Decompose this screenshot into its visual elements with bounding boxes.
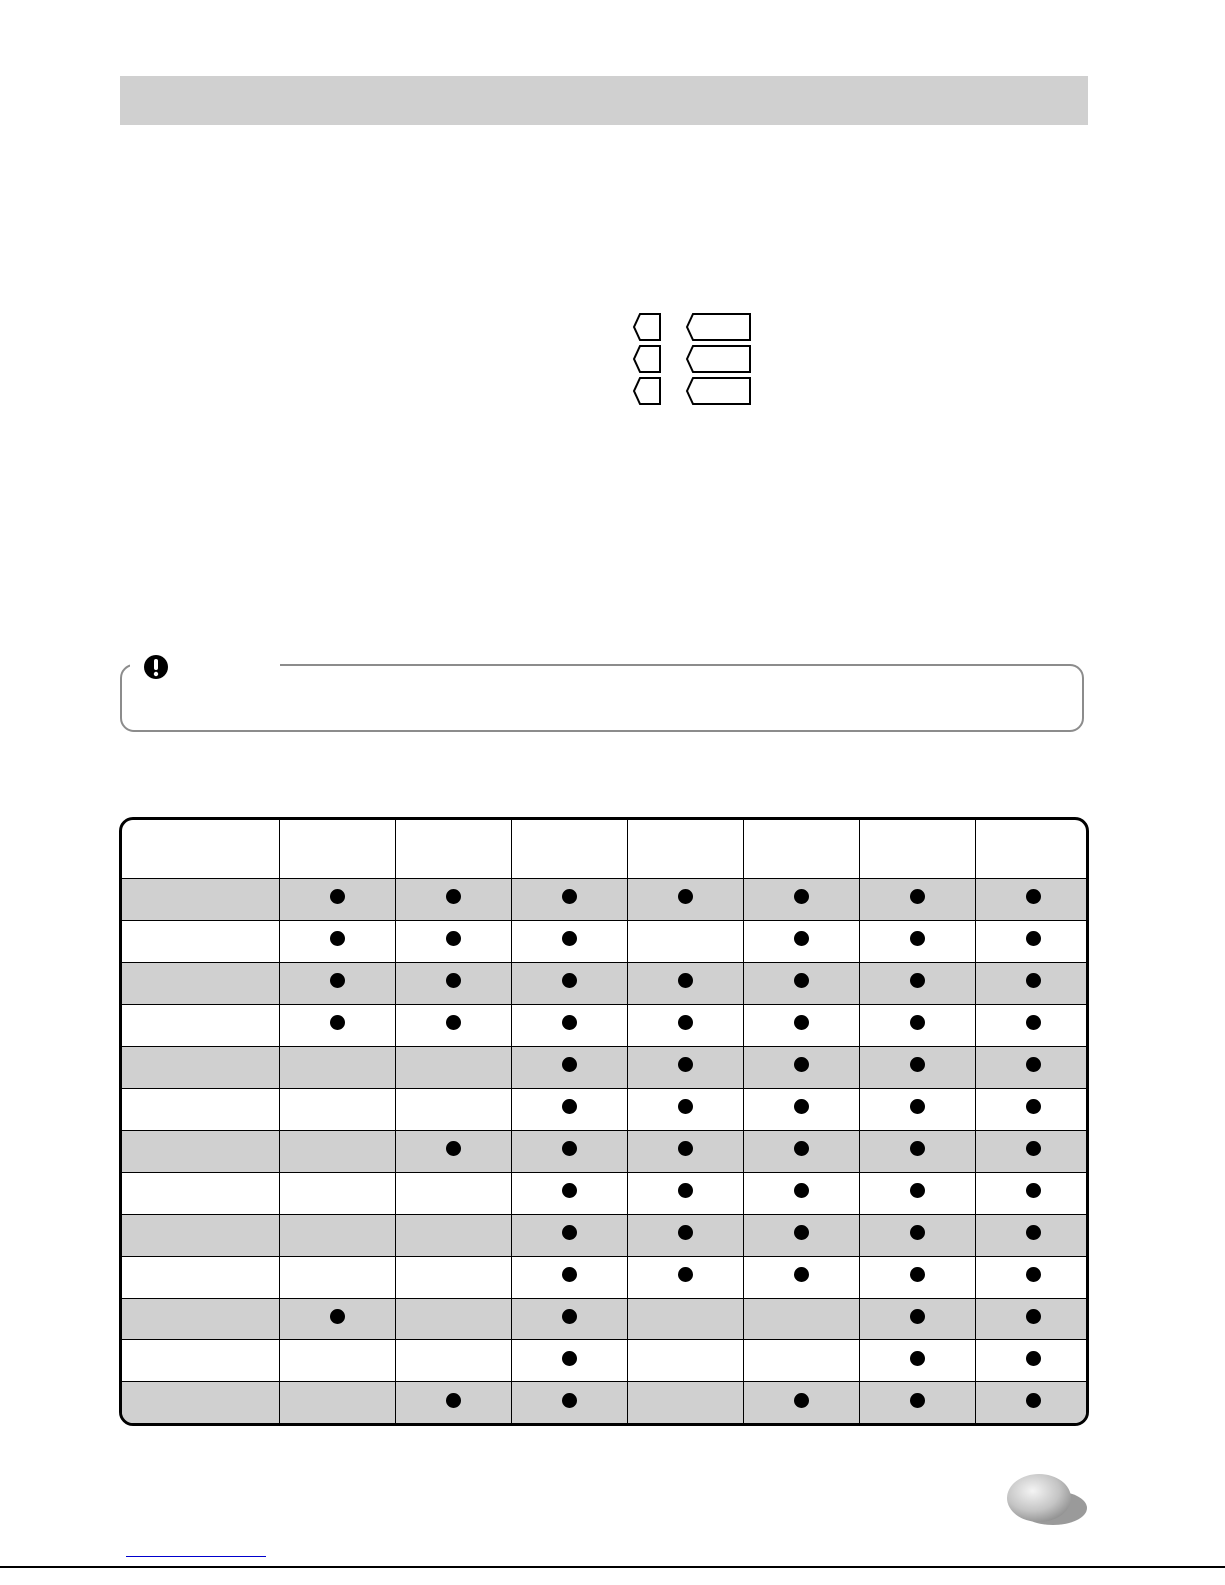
- matrix-cell: [395, 1172, 511, 1214]
- matrix-cell: [395, 1214, 511, 1256]
- table-row: [122, 1256, 1089, 1298]
- filled-circle-icon: [910, 973, 925, 988]
- matrix-cell: [279, 1004, 395, 1046]
- matrix-cell: [511, 1298, 627, 1340]
- filled-circle-icon: [1026, 973, 1041, 988]
- filled-circle-icon: [910, 1309, 925, 1324]
- filled-circle-icon: [446, 889, 461, 904]
- matrix-cell: [743, 1172, 859, 1214]
- row-label: [122, 1382, 279, 1423]
- matrix-cell: [511, 1046, 627, 1088]
- filled-circle-icon: [1026, 1099, 1041, 1114]
- matrix-cell: [743, 1046, 859, 1088]
- table-row: [122, 1382, 1089, 1423]
- matrix-cell: [743, 1004, 859, 1046]
- matrix-cell: [975, 920, 1089, 962]
- row-label: [122, 1088, 279, 1130]
- filled-circle-icon: [562, 1141, 577, 1156]
- filled-circle-icon: [330, 1015, 345, 1030]
- row-label: [122, 879, 279, 921]
- filled-circle-icon: [446, 1141, 461, 1156]
- filled-circle-icon: [794, 1015, 809, 1030]
- section-header-bar: [120, 76, 1088, 125]
- matrix-cell: [975, 1256, 1089, 1298]
- column-header: [279, 820, 395, 879]
- filled-circle-icon: [562, 1015, 577, 1030]
- row-label: [122, 1214, 279, 1256]
- filled-circle-icon: [562, 1351, 577, 1366]
- column-header: [395, 820, 511, 879]
- matrix-cell: [627, 1382, 743, 1423]
- filled-circle-icon: [794, 1057, 809, 1072]
- matrix-cell: [279, 1088, 395, 1130]
- matrix-cell: [975, 1004, 1089, 1046]
- matrix-cell: [743, 962, 859, 1004]
- matrix-cell: [859, 1340, 975, 1382]
- row-label: [122, 920, 279, 962]
- footer-link-underline[interactable]: [126, 1556, 266, 1557]
- filled-circle-icon: [1026, 1183, 1041, 1198]
- filled-circle-icon: [562, 1099, 577, 1114]
- filled-circle-icon: [1026, 1351, 1041, 1366]
- matrix-cell: [511, 1214, 627, 1256]
- table-row: [122, 1046, 1089, 1088]
- matrix-cell: [859, 1172, 975, 1214]
- row-label: [122, 1256, 279, 1298]
- matrix-cell: [975, 1088, 1089, 1130]
- matrix-cell: [859, 962, 975, 1004]
- filled-circle-icon: [678, 1057, 693, 1072]
- filled-circle-icon: [910, 1225, 925, 1240]
- filled-circle-icon: [562, 973, 577, 988]
- filled-circle-icon: [1026, 931, 1041, 946]
- filled-circle-icon: [446, 1393, 461, 1408]
- matrix-cell: [627, 1130, 743, 1172]
- matrix-cell: [743, 920, 859, 962]
- row-label: [122, 1172, 279, 1214]
- matrix-cell: [627, 1298, 743, 1340]
- matrix-cell: [975, 1340, 1089, 1382]
- matrix-cell: [743, 1340, 859, 1382]
- table-row: [122, 1130, 1089, 1172]
- matrix-cell: [743, 1298, 859, 1340]
- table-row: [122, 1340, 1089, 1382]
- filled-circle-icon: [910, 1015, 925, 1030]
- matrix-cell: [859, 879, 975, 921]
- matrix-cell: [627, 1046, 743, 1088]
- filled-circle-icon: [794, 973, 809, 988]
- matrix-cell: [975, 1172, 1089, 1214]
- filled-circle-icon: [678, 1099, 693, 1114]
- matrix-cell: [627, 1172, 743, 1214]
- column-header: [511, 820, 627, 879]
- matrix-cell: [743, 1382, 859, 1423]
- matrix-cell: [627, 879, 743, 921]
- filled-circle-icon: [794, 1225, 809, 1240]
- matrix-cell: [279, 1130, 395, 1172]
- matrix-cell: [511, 1340, 627, 1382]
- filled-circle-icon: [910, 1183, 925, 1198]
- filled-circle-icon: [1026, 1015, 1041, 1030]
- filled-circle-icon: [910, 889, 925, 904]
- table-row: [122, 1298, 1089, 1340]
- table-row: [122, 920, 1089, 962]
- filled-circle-icon: [330, 889, 345, 904]
- filled-circle-icon: [794, 1183, 809, 1198]
- matrix-cell: [279, 962, 395, 1004]
- matrix-cell: [395, 1004, 511, 1046]
- matrix-cell: [859, 1046, 975, 1088]
- column-header: [859, 820, 975, 879]
- matrix-cell: [859, 1004, 975, 1046]
- filled-circle-icon: [794, 1099, 809, 1114]
- matrix-cell: [511, 1088, 627, 1130]
- filled-circle-icon: [1026, 1225, 1041, 1240]
- filled-circle-icon: [562, 1267, 577, 1282]
- matrix-cell: [627, 920, 743, 962]
- filled-circle-icon: [562, 889, 577, 904]
- matrix-cell: [279, 1256, 395, 1298]
- filled-circle-icon: [1026, 889, 1041, 904]
- matrix-cell: [395, 1256, 511, 1298]
- matrix-cell: [743, 1130, 859, 1172]
- filled-circle-icon: [446, 1015, 461, 1030]
- matrix-cell: [743, 1214, 859, 1256]
- matrix-cell: [279, 879, 395, 921]
- matrix-cell: [743, 1088, 859, 1130]
- matrix-cell: [511, 1130, 627, 1172]
- filled-circle-icon: [446, 973, 461, 988]
- row-label: [122, 1130, 279, 1172]
- filled-circle-icon: [794, 931, 809, 946]
- filled-circle-icon: [562, 1057, 577, 1072]
- table-row: [122, 962, 1089, 1004]
- matrix-cell: [511, 962, 627, 1004]
- matrix-cell: [395, 1340, 511, 1382]
- filled-circle-icon: [562, 931, 577, 946]
- matrix-cell: [859, 1088, 975, 1130]
- filled-circle-icon: [910, 931, 925, 946]
- matrix-cell: [627, 1340, 743, 1382]
- filled-circle-icon: [562, 1225, 577, 1240]
- filled-circle-icon: [1026, 1141, 1041, 1156]
- matrix-cell: [975, 879, 1089, 921]
- filled-circle-icon: [678, 1015, 693, 1030]
- filled-circle-icon: [1026, 1393, 1041, 1408]
- matrix-cell: [975, 1046, 1089, 1088]
- matrix-cell: [627, 1088, 743, 1130]
- filled-circle-icon: [1026, 1057, 1041, 1072]
- filled-circle-icon: [910, 1393, 925, 1408]
- row-label: [122, 1046, 279, 1088]
- matrix-cell: [279, 1298, 395, 1340]
- matrix-cell: [395, 1298, 511, 1340]
- filled-circle-icon: [910, 1057, 925, 1072]
- row-label: [122, 1004, 279, 1046]
- filled-circle-icon: [678, 1141, 693, 1156]
- matrix-cell: [627, 1004, 743, 1046]
- filled-circle-icon: [562, 1309, 577, 1324]
- filled-circle-icon: [910, 1099, 925, 1114]
- filled-circle-icon: [330, 931, 345, 946]
- filled-circle-icon: [794, 889, 809, 904]
- filled-circle-icon: [910, 1267, 925, 1282]
- matrix-cell: [279, 1382, 395, 1423]
- matrix-cell: [279, 1046, 395, 1088]
- matrix-cell: [279, 1214, 395, 1256]
- filled-circle-icon: [1026, 1267, 1041, 1282]
- matrix-cell: [975, 1298, 1089, 1340]
- exclamation-icon: [143, 654, 169, 680]
- filled-circle-icon: [330, 973, 345, 988]
- matrix-cell: [511, 1004, 627, 1046]
- table-row: [122, 1214, 1089, 1256]
- matrix-cell: [859, 1130, 975, 1172]
- page-bottom-rule: [0, 1566, 1225, 1568]
- matrix-cell: [395, 1046, 511, 1088]
- matrix-cell: [859, 1214, 975, 1256]
- column-header: [975, 820, 1089, 879]
- filled-circle-icon: [562, 1393, 577, 1408]
- matrix-cell: [743, 1256, 859, 1298]
- filled-circle-icon: [794, 1267, 809, 1282]
- filled-circle-icon: [446, 931, 461, 946]
- matrix-cell: [511, 879, 627, 921]
- matrix-cell: [511, 1172, 627, 1214]
- table-row: [122, 1004, 1089, 1046]
- matrix-cell: [395, 1382, 511, 1423]
- feature-matrix: [119, 817, 1089, 1426]
- filled-circle-icon: [678, 973, 693, 988]
- filled-circle-icon: [678, 1225, 693, 1240]
- filled-circle-icon: [330, 1309, 345, 1324]
- filled-circle-icon: [678, 1183, 693, 1198]
- pentagon-tag-icon: [632, 312, 757, 407]
- filled-circle-icon: [678, 889, 693, 904]
- row-label: [122, 962, 279, 1004]
- matrix-cell: [627, 1214, 743, 1256]
- matrix-cell: [859, 1382, 975, 1423]
- matrix-cell: [511, 1256, 627, 1298]
- matrix-cell: [511, 920, 627, 962]
- row-label: [122, 1340, 279, 1382]
- filled-circle-icon: [562, 1183, 577, 1198]
- table-row: [122, 1088, 1089, 1130]
- matrix-cell: [395, 879, 511, 921]
- matrix-cell: [279, 920, 395, 962]
- table-row: [122, 879, 1089, 921]
- matrix-cell: [395, 1130, 511, 1172]
- matrix-cell: [975, 1382, 1089, 1423]
- matrix-cell: [395, 920, 511, 962]
- feature-table: [122, 820, 1089, 1423]
- filled-circle-icon: [1026, 1309, 1041, 1324]
- matrix-cell: [975, 1130, 1089, 1172]
- corner-cell: [122, 820, 279, 879]
- filled-circle-icon: [910, 1141, 925, 1156]
- column-header: [627, 820, 743, 879]
- matrix-cell: [395, 962, 511, 1004]
- matrix-cell: [279, 1340, 395, 1382]
- matrix-cell: [743, 879, 859, 921]
- filled-circle-icon: [794, 1393, 809, 1408]
- table-row: [122, 1172, 1089, 1214]
- page-number-oval-icon: [1005, 1472, 1089, 1528]
- matrix-cell: [859, 1298, 975, 1340]
- filled-circle-icon: [678, 1267, 693, 1282]
- matrix-cell: [627, 962, 743, 1004]
- matrix-cell: [975, 962, 1089, 1004]
- matrix-cell: [511, 1382, 627, 1423]
- filled-circle-icon: [910, 1351, 925, 1366]
- matrix-cell: [395, 1088, 511, 1130]
- row-label: [122, 1298, 279, 1340]
- table-header-row: [122, 820, 1089, 879]
- matrix-cell: [859, 920, 975, 962]
- filled-circle-icon: [794, 1141, 809, 1156]
- display-tag-indicators: [632, 312, 757, 407]
- column-header: [743, 820, 859, 879]
- matrix-cell: [859, 1256, 975, 1298]
- matrix-cell: [279, 1172, 395, 1214]
- matrix-cell: [975, 1214, 1089, 1256]
- matrix-cell: [627, 1256, 743, 1298]
